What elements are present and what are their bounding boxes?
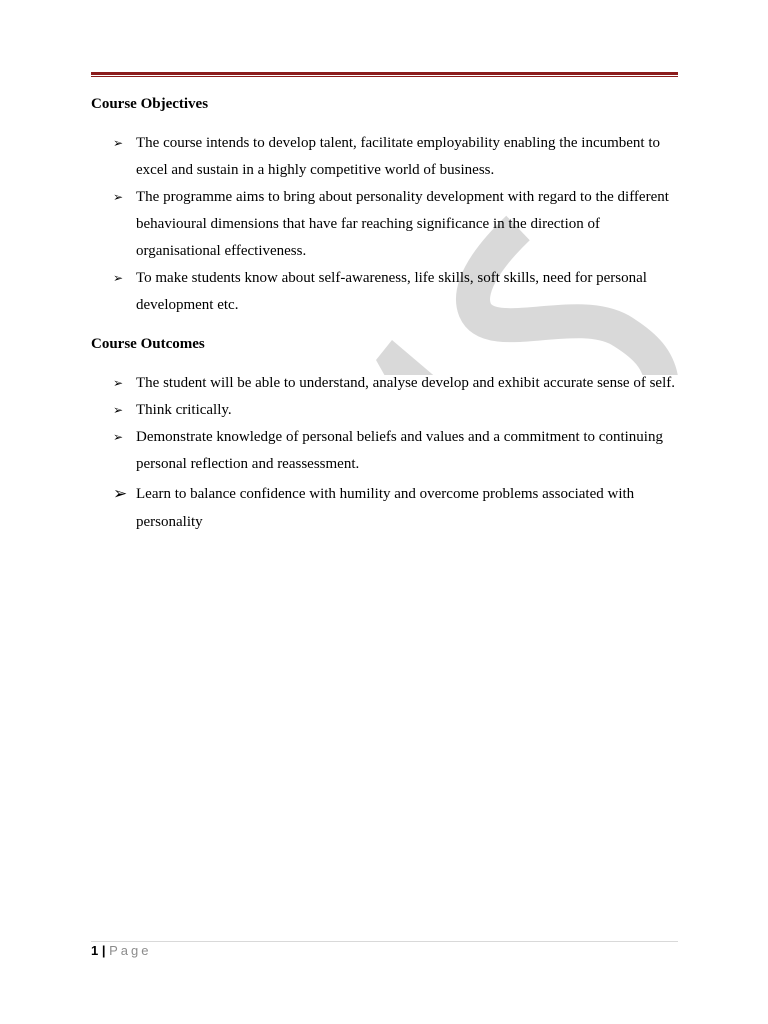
course-outcomes-heading: Course Outcomes (91, 336, 205, 352)
list-item-text: The student will be able to understand, analyse develop and exhibit accurate sense of self. (136, 375, 675, 391)
outcomes-list (91, 370, 681, 536)
list-item-text: The course intends to develop talent, facilitate employability enabling the incumbent to excel and sustain in a highly competitive world of business. (136, 135, 661, 178)
list-item (91, 265, 681, 319)
footer-rule (91, 941, 678, 942)
course-objectives-section (91, 94, 681, 319)
arrowhead-bullet-icon: ➢ (113, 190, 124, 204)
list-item-text: Learn to balance confidence with humility and overcome problems associated with personality (136, 486, 635, 530)
arrowhead-bullet-icon: ➢ (113, 403, 124, 417)
list-item (91, 184, 681, 265)
list-item-text: To make students know about self-awareness, life skills, soft skills, need for personal development etc. (136, 270, 647, 313)
list-item-text: Demonstrate knowledge of personal beliefs and values and a commitment to continuing personal reflection and reassessment. (136, 429, 663, 472)
list-item-text: The programme aims to bring about personality development with regard to the different behavioural dimensions that have far reaching significance in the direction of organisational effectiveness. (136, 189, 669, 259)
course-outcomes-section (91, 334, 681, 536)
list-item (91, 130, 681, 184)
arrowhead-bullet-icon: ➢ (113, 484, 128, 504)
list-item-text: Think critically. (136, 402, 232, 418)
page-footer (91, 942, 152, 960)
arrowhead-bullet-icon: ➢ (113, 136, 124, 150)
objectives-list (91, 130, 681, 319)
list-item (91, 480, 681, 536)
page-label: Page (109, 943, 152, 958)
arrowhead-bullet-icon: ➢ (113, 376, 124, 390)
course-objectives-heading: Course Objectives (91, 96, 209, 112)
list-item (91, 397, 681, 424)
arrowhead-bullet-icon: ➢ (113, 271, 124, 285)
list-item (91, 370, 681, 397)
page-number: 1 (91, 943, 99, 958)
header-rule (91, 72, 678, 77)
page-separator: | (101, 943, 106, 958)
list-item (91, 424, 681, 478)
arrowhead-bullet-icon: ➢ (113, 430, 124, 444)
header-rule-thin (91, 76, 678, 77)
